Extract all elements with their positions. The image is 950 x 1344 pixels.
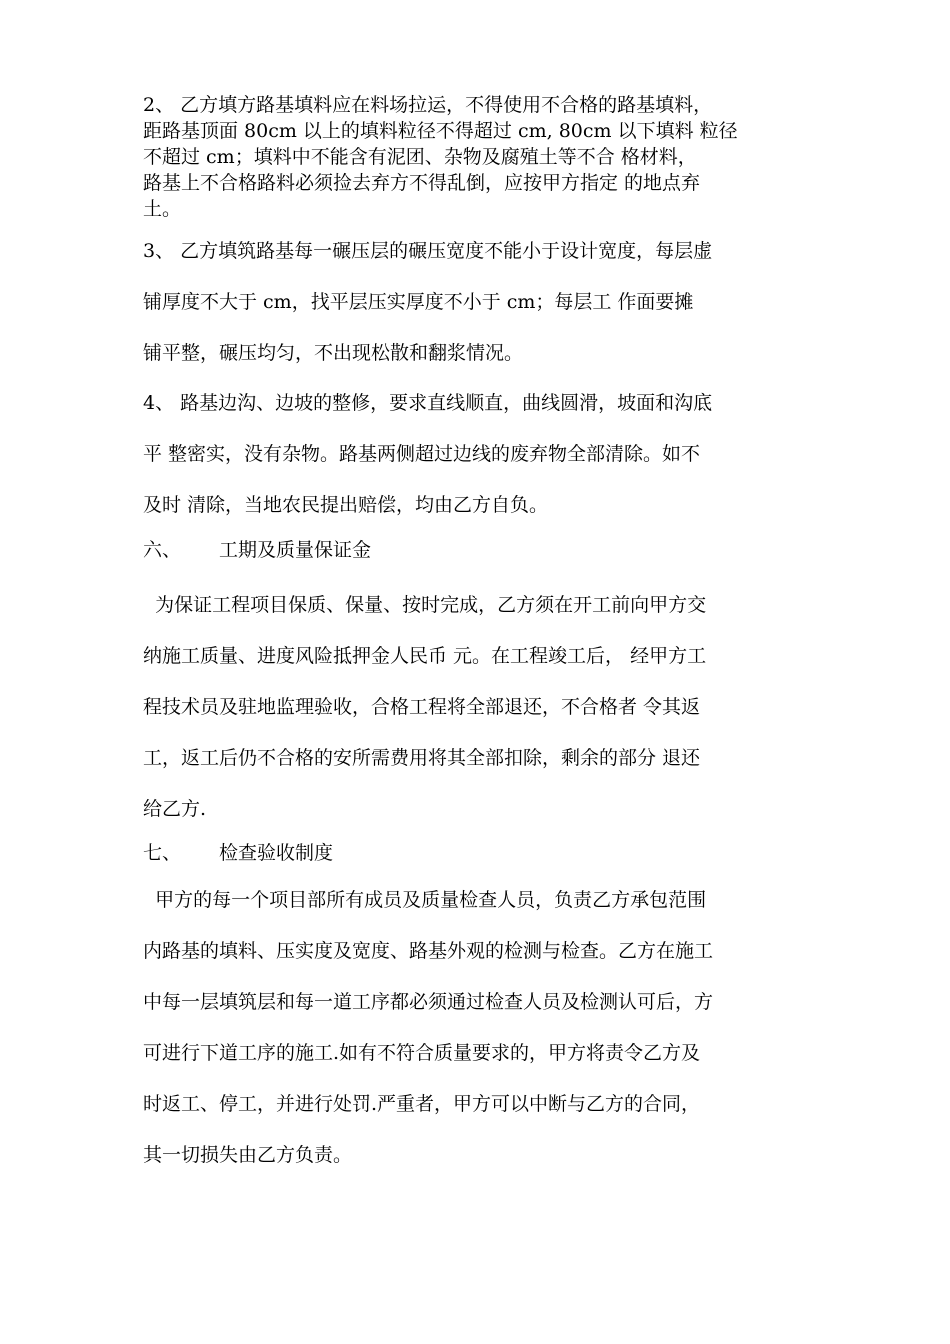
text-line: 距路基顶面 80cm 以上的填料粒径不得超过 cm, 80cm 以下填料 粒径 [143, 120, 738, 142]
text-line: 2、 乙方填方路基填料应在料场拉运，不得使用不合格的路基填料， [143, 94, 713, 116]
section-7-heading [143, 838, 823, 868]
text-line: 纳施工质量、进度风险抵押金人民币 元。在工程竣工后， 经甲方工 [143, 645, 707, 667]
section-number: 六、 [143, 539, 182, 561]
text-line: 平 整密实，没有杂物。路基两侧超过边线的废弃物全部清除。如不 [143, 443, 701, 465]
text-line: 土。 [143, 198, 182, 220]
section-6-paragraph [143, 580, 823, 835]
text-line: 可进行下道工序的施工.如有不符合质量要求的，甲方将责令乙方及 [143, 1042, 701, 1064]
text-line: 给乙方. [143, 798, 207, 820]
section-6-heading [143, 535, 823, 565]
section-title: 工期及质量保证金 [219, 539, 372, 561]
section-title: 检查验收制度 [219, 842, 334, 864]
text-line: 甲方的每一个项目部所有成员及质量检查人员，负责乙方承包范围 [143, 889, 707, 911]
text-line: 内路基的填料、压实度及宽度、路基外观的检测与检查。乙方在施工 [143, 940, 714, 962]
text-line: 及时 清除，当地农民提出赔偿，均由乙方自负。 [143, 494, 549, 516]
clause-2-paragraph [143, 92, 823, 222]
text-line: 程技术员及驻地监理验收，合格工程将全部退还，不合格者 令其返 [143, 696, 701, 718]
text-line: 时返工、停工，并进行处罚.严重者，甲方可以中断与乙方的合同， [143, 1093, 701, 1115]
clause-4-paragraph [143, 378, 823, 531]
text-line: 中每一层填筑层和每一道工序都必须通过检查人员及检测认可后，方 [143, 991, 714, 1013]
text-line: 4、 路基边沟、边坡的整修，要求直线顺直，曲线圆滑，坡面和沟底 [143, 392, 713, 414]
text-line: 铺厚度不大于 cm，找平层压实厚度不小于 cm；每层工 作面要摊 [143, 291, 694, 313]
text-line: 不超过 cm；填料中不能含有泥团、杂物及腐殖土等不合 格材料， [143, 146, 697, 168]
text-line: 3、 乙方填筑路基每一碾压层的碾压宽度不能小于设计宽度，每层虚 [143, 240, 713, 262]
text-line: 路基上不合格路料必须捡去弃方不得乱倒，应按甲方指定 的地点弃 [143, 172, 701, 194]
text-line: 铺平整，碾压均匀，不出现松散和翻浆情况。 [143, 342, 524, 364]
text-line: 工，返工后仍不合格的安所需费用将其全部扣除，剩余的部分 退还 [143, 747, 701, 769]
clause-3-paragraph [143, 226, 823, 379]
text-line: 其一切损失由乙方负责。 [143, 1144, 353, 1166]
section-7-paragraph [143, 875, 823, 1181]
section-number: 七、 [143, 842, 182, 864]
text-line: 为保证工程项目保质、保量、按时完成，乙方须在开工前向甲方交 [143, 594, 707, 616]
